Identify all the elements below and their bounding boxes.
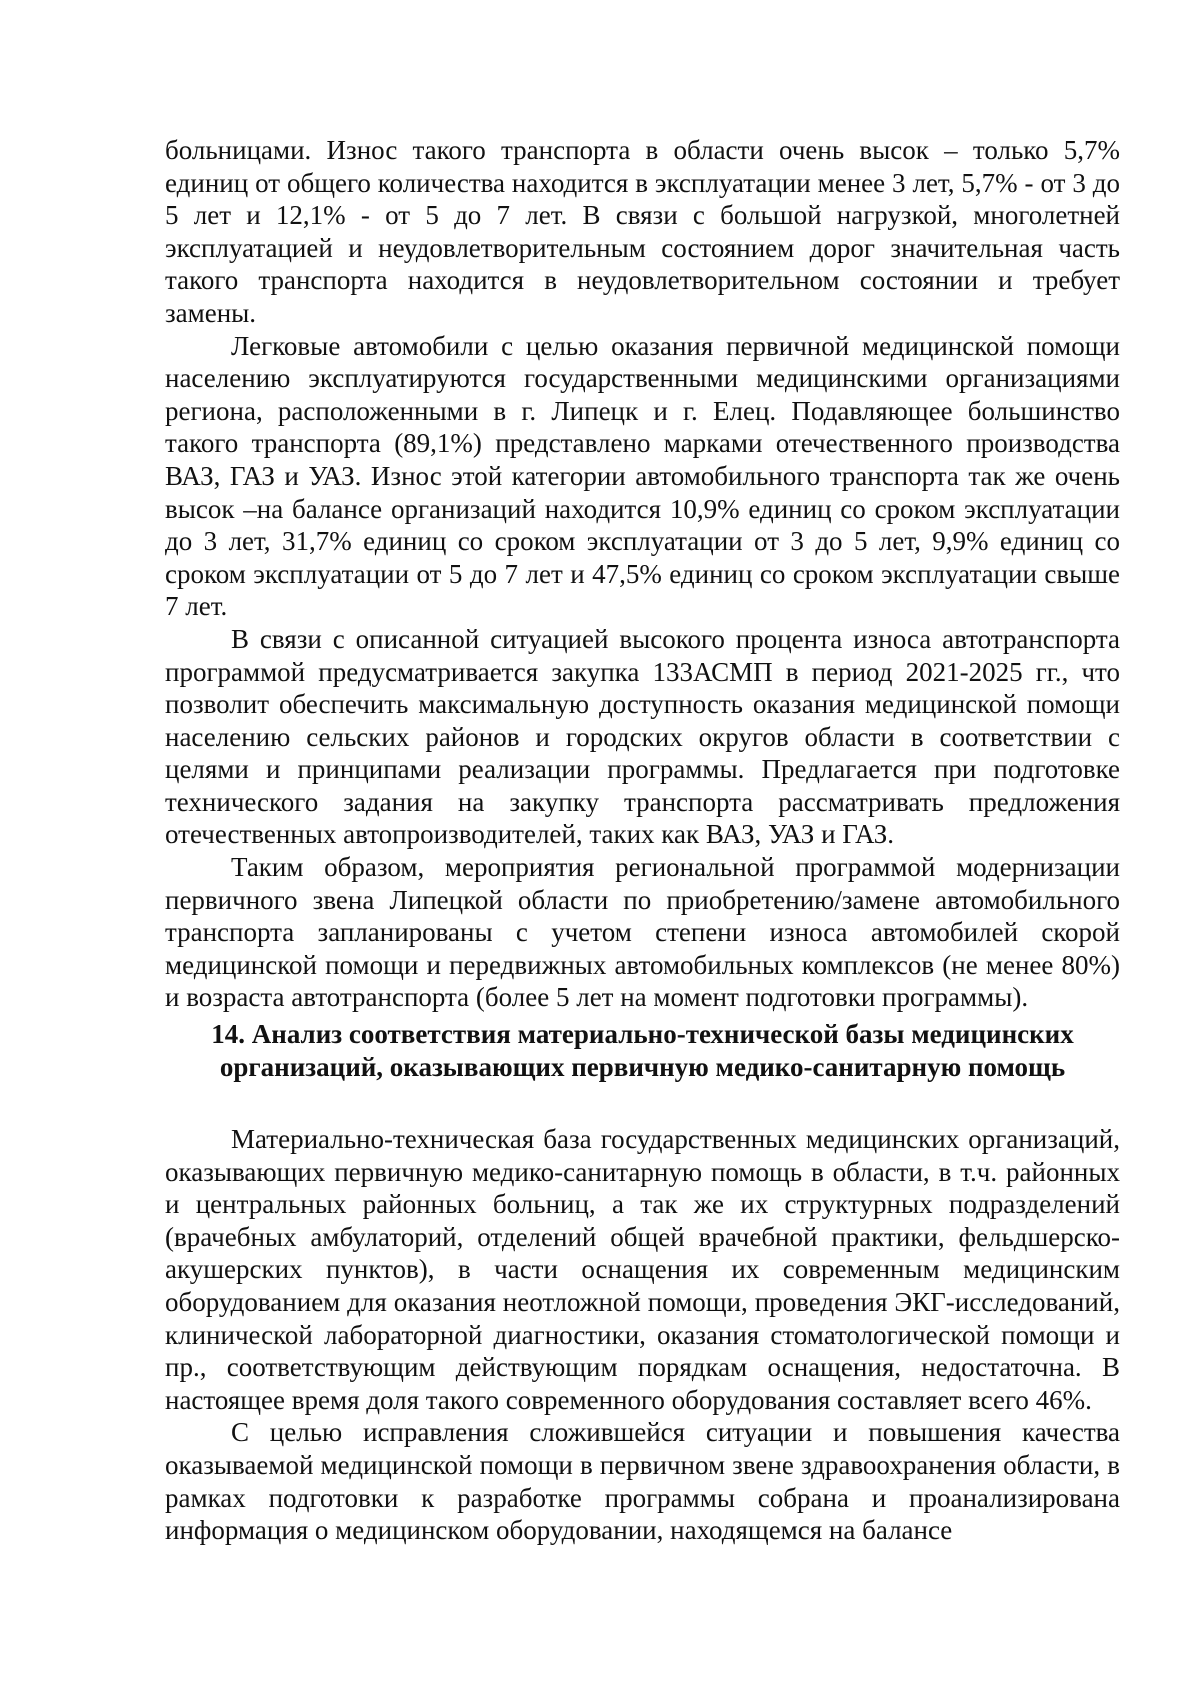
paragraph-equipment-analysis: С целью исправления сложившейся ситуации и повышения качества оказываемой медицинской помощи в первичном звене здравоохранения области, в рамках подготовки к разработке программы собрана и проанализирована информация о медицинском оборудовании, находящемся на балансе (165, 1417, 1120, 1546)
text-block-before-heading (165, 134, 1120, 1014)
paragraph-conclusion: Таким образом, мероприятия региональной программой модернизации первичного звена Липецкой области по приобретению/замене автомобильного транспорта запланированы с учетом степени износа автомобилей скорой медицинской помощи и передвижных автомобильных комплексов (не менее 80%) и возраста автотранспорта (более 5 лет на момент подготовки программы). (165, 852, 1120, 1013)
paragraph-ambulance-purchase: В связи с описанной ситуацией высокого процента износа автотранспорта программой предусматривается закупка 133АСМП в период 2021-2025 гг., что позволит обеспечить максимальную доступность оказания медицинской помощи населению сельских районов и городских округов области в соответствии с целями и принципами реализации программы. Предлагается при подготовке технического задания на закупку транспорта рассматривать предложения отечественных автопроизводителей, таких как ВАЗ, УАЗ и ГАЗ. (165, 623, 1120, 850)
paragraph-passenger-cars: Легковые автомобили с целью оказания первичной медицинской помощи населению эксплуатируются государственными медицинскими организациями региона, расположенными в г. Липецк и г. Елец. Подавляющее большинство такого транспорта (89,1%) представлено марками отечественного производства ВАЗ, ГАЗ и УАЗ. Износ этой категории автомобильного транспорта так же очень высок –на балансе организаций находится 10,9% единиц со сроком эксплуатации до 3 лет, 31,7% единиц со сроком эксплуатации от 3 до 5 лет, 9,9% единиц со сроком эксплуатации от 5 до 7 лет и 47,5% единиц со сроком эксплуатации свыше 7 лет. (165, 330, 1120, 622)
paragraph-transport-wear: больницами. Износ такого транспорта в области очень высок – только 5,7% единиц от общего количества находится в эксплуатации менее 3 лет, 5,7% - от 3 до 5 лет и 12,1% - от 5 до 7 лет. В связи с большой нагрузкой, многолетней эксплуатацией и неудовлетворительным состоянием дорог значительная часть такого транспорта находится в неудовлетворительном состоянии и требует замены. (165, 135, 1120, 328)
paragraph-material-base: Материально-техническая база государственных медицинских организаций, оказывающих первичную медико-санитарную помощь в области, в т.ч. районных и центральных районных больниц, а так же их структурных подразделений (врачебных амбулаторий, отделений общей врачебной практики, фельдшерско-акушерских пунктов), в части оснащения их современным медицинским оборудованием для оказания неотложной помощи, проведения ЭКГ-исследований, клинической лабораторной диагностики, оказания стоматологической помощи и пр., соответствующим действующим порядкам оснащения, недостаточна. В настоящее время доля такого современного оборудования составляет всего 46%. (165, 1124, 1120, 1415)
text-block-after-heading (165, 1123, 1120, 1547)
section-heading: 14. Анализ соответствия материально-технической базы медицинских организаций, оказывающих первичную медико-санитарную помощь (211, 1019, 1074, 1082)
